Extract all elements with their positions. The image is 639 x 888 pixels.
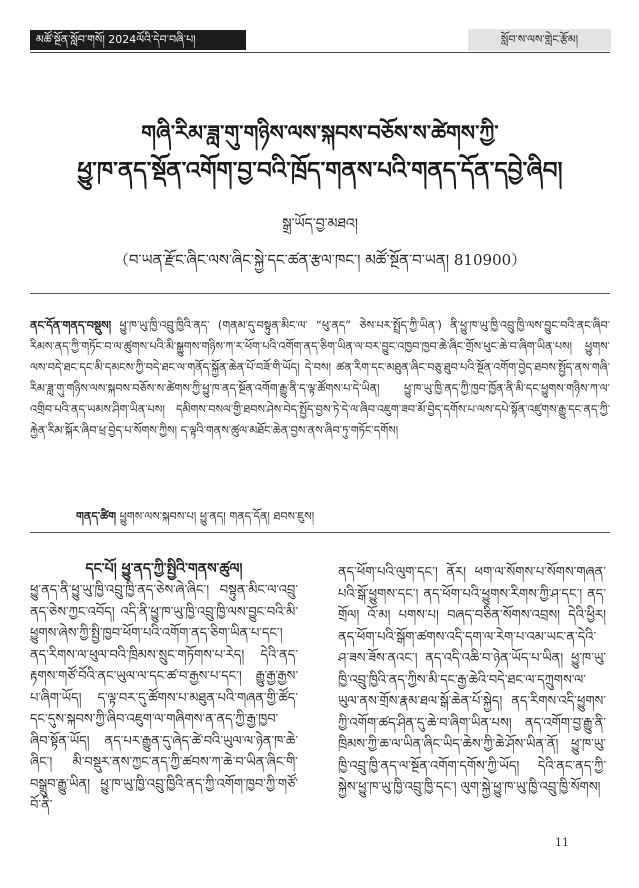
body-column-right: ནད་ཕོག་པའི་ལུག་དང་། ནོར། ཕག་ལ་སོགས་པ་སོགས་གཞན་པའི་སྒོ་ཕྱུགས་དང་། ནད་ཕོག་པའི་ཕྱུགས་རིགས་ཀྱི་ཤ་དང་། ནད་གྲོལ། འོ་མ། པགས་པ། བཞད་བཅིན་སོགས་འབྲས། དེའི་ཕྱིར། ནད་ཕོག་པའི་སྒོག་ཚགས་འདི་དག་ལ་རེག་པ་འམ་ཡང་ན་དེའི་ཤ་ཟས་ཟོས་ནའང་། ནད་འདི་འཆི་བ་ཉེན་ཡོད་པ་ཡིན། ཕྱུ་ཁ་ཡུ་ཁྱི་འབྲུ་ཁྱིའི་ནད་ཀྱིས་མི་དང་རྒྱ་ཆེའི་བདེ་ཐང་ལ་དཀྲུགས་ལ་ཡུལ་ནས་གྲོས་རྣམ་ཐལ་སྒོ་ཆེན་པོ་སྐྱེད། ནད་རིགས་འདི་ཕྱུགས་ཀྱི་འགོག་ཚད་ཤིན་དུ་ཆེ་བ་ཞིག་ཡིན་པས། ནད་འགོག་བྱ་རྒྱུ་ནི་ཁྲིམས་ཀྱི་ཆ་ལ་ཡིན་ཞིང་ཡིད་ཆེས་ཀྱི་ཆེ་ཤོས་ཡིན་ནོ། ཕྱུ་ཁ་ཡུ་ཁྱི་འབྲུ་ཁྱི་ནད་ལ་སྔོན་འགོག་དགོས་ཀྱི་ཡོད། དེའི་ནང་ནད་ཀྱི་སྐྱེས་ཕྱུ་ཁ་ཡུ་ཁྱི་འབྲུ་ཁྱི་དང་། ལུག་སྐྱེ་ཕྱུ་ཁ་ཡུ་ཁྱི་འབྲུ་ཁྱི་སོགས།	[338, 565, 606, 795]
body-column-left: ཕྱུ་ནད་ནི་ཕྱུ་ཡུ་ཁྱི་འབྲུ་ཁྱི་ནད་ཅེས་ཞེ་ཞིང་། བསྟུན་མིང་ལ་འབྲུ་ནད་ཅེས་ཀྱང་འབོད། འདི་ནི་ཕྱུ་ཁ་ཡུ་ཁྱི་འབྲུ་ཁྱི་ལས་བྱུང་བའི་མི་ཕྱུགས་ཞེས་ཀྱི་སྤྱི་ཁྱབ་ཕོག་པའི་འགོག་ནད་ཅིག་ཡིན་པ་དང་། ནད་རིགས་ལ་ཕུལ་བའི་ཁྲིམས་སྲུང་གཏོགས་པ་རེད། དེའི་ནད་རྟགས་གཙོ་བོའི་ནང་ཡུལ་ལ་དང་ཚ་བ་རྒྱས་པ་དང་། རྒྱུ་རྒྱ་རྒྱས་པ་ཞིག་ཡོད། ད་ལྟ་བར་དུ་ཚོགས་པ་མཐུན་པའི་གཞན་གྱི་ཚོད་དང་དུས་སྐབས་ཀྱི་ཞིབ་འཇུག་ལ་གཞིགས་ན་ནད་ཀྱི་རྒྱ་ཁྱབ་ཞིབ་སྟོན་ཡོད། ནད་པར་རྒྱུན་དུ་ཞེད་ཚེ་བའི་ཡུལ་ལ་ཉེན་ཁ་ཆེ་ཞིང་། མི་བསྡུར་ནས་ཀྱང་ནད་ཀྱི་ཚབས་ཀ་ཆེ་བ་ཡིན་ཞིང་གི་བསྒྲུབ་རྒྱུ་ཡིན། ཕྱུ་ཁ་ཡུ་ཁྱི་འབྲུ་ཁྱིའི་ནད་ཀྱི་འགོག་ཁྱབ་ཀྱི་གཙོ་བོ་ནི་	[30, 583, 298, 813]
abstract-text: ཕྱུ་ཁ་ཡུ་ཁྱི་འབྲུ་ཁྱིའི་ནད་ (གནམ་དུ་བསྟུན་མིང་ལ་ “ཕུ་ནད” ཅེས་པར་སྤྲོད་ཀྱི་ཡིན་) ནི་ཕྱུ་ཁ་ཡུ་ཁྱི་འབྲུ་ཁྱི་ལས་བྱུང་བའི་ནང་ཞིབ་རིམས་ནད་ཀྱི་གཏོང་བ་ལ་ཚུགས་པའི་མི་སྒྱུགས་གཉིས་ཀ་ར་ཕོག་པའི་འགོག་ནད་ཅིག་ཡིན་ལ་བར་བྱུང་འཁྱབ་ཁྱབ་ཆེ་ཞིང་གྲོས་ཕུང་ཆེ་བ་ཞིག་ཡིན་པས། ཕྱུགས་ལས་བདེ་ཐང་དང་མི་དམངས་ཀྱི་བདེ་ཐང་ལ་གནོད་སྐྱོན་ཆེན་པོ་བཟོ་གི་ཡོད། དེ་བས། ཚན་རིག་དང་མཐུན་ཞིང་བཅུ་ཐུབ་པའི་སྔོན་འགོག་བྱེད་ཐབས་སྤྱོད་ནས་གཞི་རིམ་ཟླ་གུ་གཉིས་ལས་སྐབས་བཅོས་ས་ཚེགས་ཀྱི་ཕྱུ་ཁ་ནད་སྔོན་འགོག་རྒྱུ་ནི་ད་ལྟ་ཚོགས་པ་དེ་ཡིན། ཕྱུ་ཁ་ཡུ་ཁྱི་ནད་ཀྱི་ཁྱབ་ཁྱོན་ནི་མི་དང་ཕྱུགས་གཉིས་ཀ་ལ་འགྲིབ་པའི་ནད་ཡམས་ཤིག་ཡིན་པས། དམིགས་བསལ་གྱི་ཐབས་ཤེས་བེད་སྤྱོད་བྱས་ཏེ་དེ་ལ་ཞིབ་འཇུག་ཟབ་མོ་བྱེད་དགོས་པ་ལས་དཔེ་སྟོན་འཛུགས་རྒྱུ་དང་ནད་ཀྱི་རྐྱེན་རིམ་སྐོར་ཞིབ་ཕྲ་བྱེད་པ་སོགས་ཀྱིས། ད་ལྟའི་གནས་ཚུལ་མཐོང་ཆེན་བྱས་ནས་ཞིབ་ཏུ་གཏོང་དགོས།	[30, 319, 610, 437]
postcode: 810900）	[453, 251, 527, 269]
abstract-top-rule	[30, 293, 610, 294]
journal-issue-label: མཚོ་སྔོན་སློབ་གསོ། 2024ལོའི་དེབ་བཞི་པ།	[30, 30, 246, 50]
keywords-text: ཕྱུགས་ལས་སྐབས་པ། ཕྱུ་ནད། གནད་དོན། ཐབས་ཇུས།	[119, 510, 315, 523]
section-category-label: སློབ་ས་ལས་གླེང་རྩོམ།	[468, 29, 611, 51]
article-title-line1: གཞི་རིམ་ཟླ་གུ་གཉིས་ལས་སྐབས་བཅོས་ས་ཚེགས་ཀྱི་	[141, 121, 499, 145]
abstract-bottom-rule	[30, 532, 610, 533]
keywords-label: གནད་ཚིག	[76, 510, 117, 523]
header-rule	[30, 52, 610, 53]
section-heading: དང་པོ། ཕྱུ་ནད་ཀྱི་སྤྱིའི་གནས་ཚུལ།	[85, 561, 243, 577]
page-number: 11	[555, 836, 569, 849]
author-affiliation	[30, 244, 610, 286]
abstract	[30, 315, 610, 500]
affiliation-text: （བ་ཡན་རྫོང་ཞིང་ལས་ཞིང་སྐྱེ་དང་ཚན་རྩལ་ཁང་། མཚོ་སྔོན་བ་ཡན།	[113, 251, 450, 269]
author-name: སྒྲ་ཡོད་བྱ་མཐའ།	[282, 216, 358, 232]
abstract-label: ནང་དོན་གནད་བསྡུས།	[30, 319, 112, 332]
article-title-line2: ཕྱུ་ཁ་ནད་སྡོན་འགོག་བྱ་བའི་ཁྲོད་གནས་པའི་གནད་དོན་དབྱེ་ཞིབ།	[77, 158, 563, 184]
